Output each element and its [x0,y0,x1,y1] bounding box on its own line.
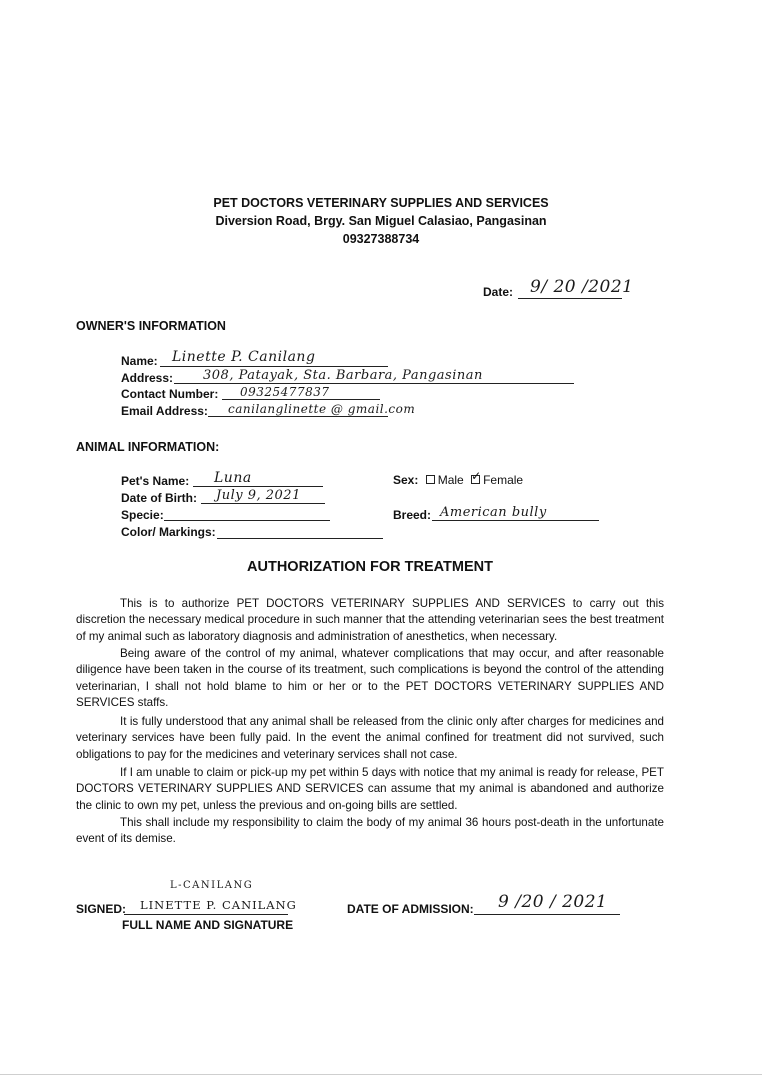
signed-name-value: LINETTE P. CANILANG [140,898,297,912]
signature-caption: FULL NAME AND SIGNATURE [122,918,294,932]
page-edge [0,1074,762,1075]
specie-line [164,520,330,521]
owner-address-label: Address: [121,371,174,385]
owner-email-label: Email Address: [121,404,208,418]
company-phone: 09327388734 [342,232,420,246]
dob-line [201,503,325,504]
female-checkbox[interactable] [471,475,480,484]
dob-value: July 9, 2021 [216,488,301,503]
pet-name-line [193,486,323,487]
color-markings-line [217,538,383,539]
admission-date-line [474,914,620,915]
specie-label: Specie: [121,508,164,522]
breed-value: American bully [440,505,547,520]
owner-section-title: OWNER'S INFORMATION [76,319,226,333]
male-option-label: Male [437,473,464,487]
date-value: 9/ 20 /2021 [530,277,634,297]
authorization-paragraph-2: Being aware of the control of my animal, whatever complications that may occur, and after reasonable diligence have been taken in the course of its treatment, such complications is beyond the control of the attending veterinarian, I shall not hold blame to him or her or to the PET DOCTORS VETERINARY SUPPLIES AND SERVICES staffs. [76,647,664,710]
male-checkbox[interactable] [426,475,435,484]
authorization-paragraph-4: If I am unable to claim or pick-up my pet within 5 days with notice that my animal is ready for release, PET DOCTORS VETERINARY SUPPLIES AND SERVICES can assume that my animal is abandoned and authorize the clinic to own my pet, unless the previous and on-going bills are settled. [76,766,664,812]
signed-label: SIGNED: [76,902,127,916]
owner-name-label: Name: [121,354,158,368]
breed-line [432,520,599,521]
owner-address-line [174,383,574,384]
sex-field [393,473,523,487]
admission-date-value: 9 /20 / 2021 [498,892,608,912]
color-markings-label: Color/ Markings: [121,525,216,539]
pet-name-value: Luna [214,470,252,486]
owner-email-line [208,416,388,417]
owner-contact-label: Contact Number: [121,387,219,401]
date-line [518,298,622,299]
authorization-paragraph-1: This is to authorize PET DOCTORS VETERINARY SUPPLIES AND SERVICES to carry out this discretion the necessary medical procedure in such manner that the attending veterinarian sees the best treatment of my animal such as laboratory diagnosis and administration of anesthetics, when necessary. [76,597,664,643]
owner-contact-line [222,399,380,400]
pet-name-label: Pet's Name: [121,474,190,488]
signature-line [124,914,288,915]
breed-label: Breed: [393,508,432,522]
sex-label: Sex: [393,473,419,487]
date-label: Date: [483,285,514,299]
authorization-paragraph-3: It is fully understood that any animal shall be released from the clinic only after charges for medicines and veterinary services have been fully paid. In the event the animal confined for treatment did not survived, such obligations to pay for the medicines and veterinary services shall not case. [76,715,664,761]
authorization-paragraph-5: This shall include my responsibility to claim the body of my animal 36 hours post-death in the unfortunate event of its demise. [76,816,664,846]
owner-contact-value: 09325477837 [240,385,330,399]
company-name: PET DOCTORS VETERINARY SUPPLIES AND SERVICES [213,196,549,210]
owner-email-value: canilanglinette @ gmail.com [228,402,416,416]
owner-name-value: Linette P. Canilang [172,349,316,365]
signature-mark: L-CANILANG [170,880,254,891]
animal-section-title: ANIMAL INFORMATION: [76,440,220,454]
authorization-title: AUTHORIZATION FOR TREATMENT [247,559,493,575]
owner-name-line [160,366,388,367]
company-address: Diversion Road, Brgy. San Miguel Calasiao, Pangasinan [215,214,547,228]
female-option-label: Female [483,473,524,487]
owner-address-value: 308, Patayak, Sta. Barbara, Pangasinan [203,368,483,383]
dob-label: Date of Birth: [121,491,197,505]
admission-date-label: DATE OF ADMISSION: [347,902,474,916]
